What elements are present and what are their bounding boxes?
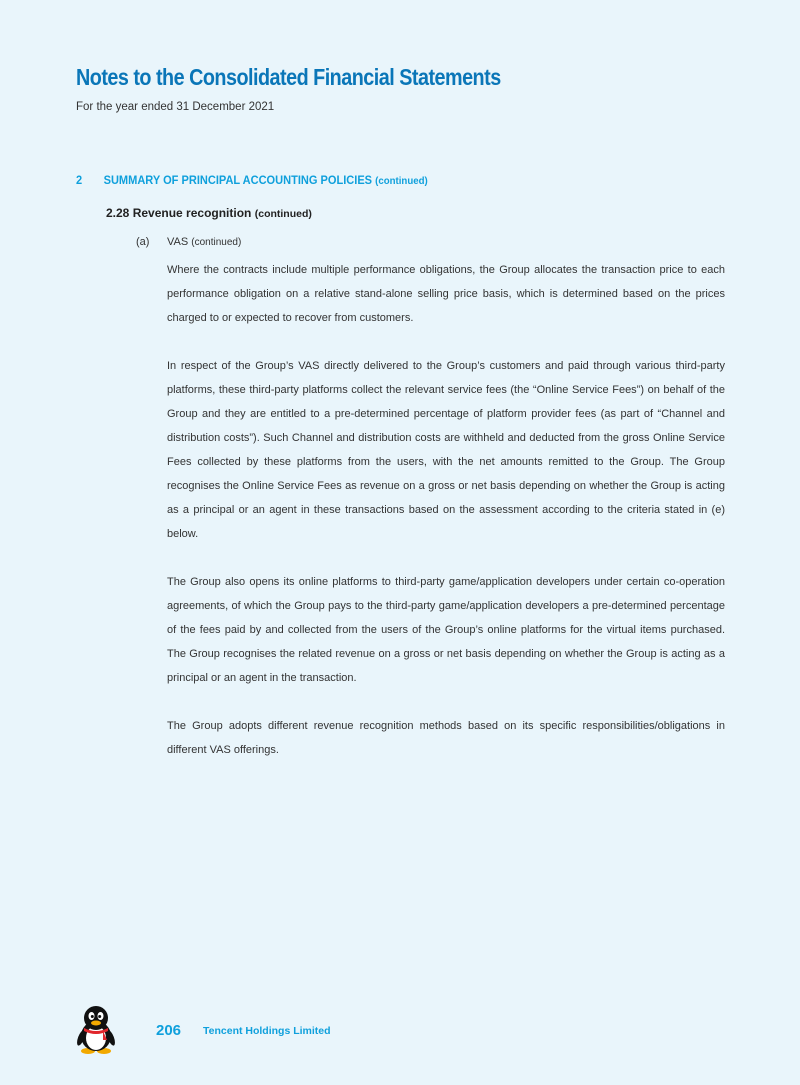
- item-title-text: VAS: [167, 236, 189, 248]
- subsection-heading: [106, 206, 312, 220]
- page-subtitle: For the year ended 31 December 2021: [76, 101, 275, 113]
- paragraph: The Group adopts different revenue recognition methods based on its specific responsibilities/obligations in different VAS offerings.: [167, 720, 725, 756]
- paragraph: In respect of the Group’s VAS directly delivered to the Group’s customers and paid through various third-party platforms, these third-party platforms collect the relevant service fees (the “Online Service Fees”) on behalf of the Group and they are entitled to a pre-determined percentage of platform provider fees (as part of “Channel and distribution costs”). Such Channel and distribution costs are withheld and deducted from the gross Online Service Fees collected by these platforms from the users, with the net amounts remitted to the Group. The Group recognises the Online Service Fees as revenue on a gross or net basis depending on whether the Group is acting as a principal or an agent in these transactions based on the assessment according to the criteria stated in (e) below.: [167, 360, 725, 540]
- page-number: 206: [156, 1022, 182, 1039]
- body-text: [167, 258, 725, 786]
- subsection-suffix: (continued): [254, 208, 312, 220]
- item-label: (a): [136, 236, 150, 248]
- penguin-icon: [76, 1004, 116, 1054]
- section-suffix: (continued): [375, 175, 428, 187]
- section-number: 2: [76, 173, 83, 187]
- company-name: Tencent Holdings Limited: [203, 1025, 331, 1037]
- subsection-title: 2.28 Revenue recognition: [106, 206, 252, 220]
- page-title: Notes to the Consolidated Financial Statements: [76, 64, 501, 90]
- section-heading: [76, 173, 428, 187]
- section-title: SUMMARY OF PRINCIPAL ACCOUNTING POLICIES: [103, 173, 373, 187]
- item-title: [167, 236, 241, 248]
- paragraph: The Group also opens its online platforms to third-party game/application developers under certain co-operation agreements, of which the Group pays to the third-party game/application developers a pre-determined percentage of the fees paid by and collected from the users of the Group’s online platforms for the virtual items purchased. The Group recognises the related revenue on a gross or net basis depending on whether the Group is acting as a principal or an agent in the transaction.: [167, 576, 725, 684]
- paragraph: Where the contracts include multiple performance obligations, the Group allocates the transaction price to each performance obligation on a relative stand-alone selling price basis, which is determined based on the prices charged to or expected to recover from customers.: [167, 264, 725, 324]
- item-title-suffix: (continued): [191, 237, 242, 248]
